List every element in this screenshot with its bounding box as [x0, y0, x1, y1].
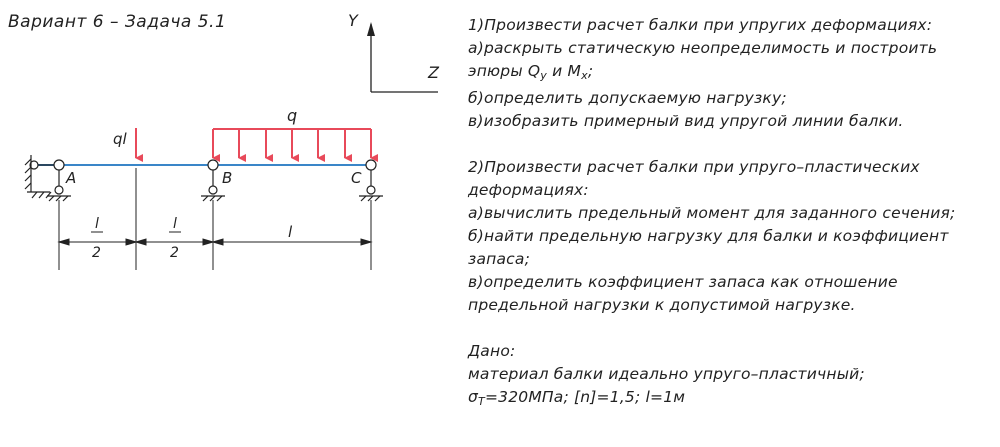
task-text: [468, 14, 993, 413]
z-axis-label: Z: [428, 63, 439, 82]
part1-heading: 1)Произвести расчет балки при упругих деформациях:: [468, 16, 933, 34]
dimension-2-numerator: l: [173, 216, 177, 232]
y-axis-arrow-icon: [367, 22, 375, 36]
y-axis-label: Y: [348, 11, 358, 30]
point-load-label: ql: [113, 130, 127, 148]
part2-heading-1: 2)Произвести расчет балки при упруго–пластических: [468, 158, 920, 176]
dimension-lines: [59, 168, 371, 270]
diagram-m-label: и M: [547, 62, 582, 80]
dimension-2: [169, 216, 181, 261]
support-a-label: A: [66, 169, 77, 187]
given-heading: Дано:: [468, 342, 516, 360]
part2-b1: б)найти предельную нагрузку для балки и коэффициент: [468, 227, 949, 245]
coordinate-axes: [348, 11, 440, 92]
dimension-1: [91, 216, 103, 261]
sigma-symbol: σ: [468, 388, 479, 406]
part2-c1: в)определить коэффициент запаса как отношение: [468, 273, 898, 291]
sigma-subscript: T: [478, 395, 485, 408]
diagram-q-label: эпюры Q: [468, 62, 541, 80]
part1-c: в)изобразить примерный вид упругой линии балки.: [468, 112, 904, 130]
m-subscript: x: [581, 69, 588, 82]
line-suffix: ;: [587, 62, 594, 80]
part2-c2: предельной нагрузки к допустимой нагрузке.: [468, 296, 856, 314]
part1-a-line2: [468, 60, 993, 87]
variant-title: Вариант 6 – Задача 5.1: [8, 12, 227, 32]
given-values-text: =320МПа; [n]=1,5; l=1м: [484, 388, 686, 406]
support-b-label: B: [222, 169, 233, 187]
part1-a-line1: а)раскрыть статическую неопределимость и построить: [468, 39, 938, 57]
part2-b2: запаса;: [468, 250, 531, 268]
distributed-load: [213, 129, 371, 158]
support-c-label: C: [351, 169, 362, 187]
support-a-fixed-hinge: [25, 155, 59, 198]
dimension-3-label: l: [288, 223, 293, 241]
dimension-1-numerator: l: [95, 216, 99, 232]
given-material: материал балки идеально упруго–пластичный;: [468, 365, 865, 383]
part1-b: б)определить допускаемую нагрузку;: [468, 89, 787, 107]
q-subscript: y: [540, 69, 548, 82]
support-c: [359, 160, 383, 201]
dimension-2-denominator: 2: [170, 245, 179, 261]
dimension-1-denominator: 2: [92, 245, 101, 261]
distributed-load-label: q: [287, 106, 298, 125]
part2-a: а)вычислить предельный момент для заданного сечения;: [468, 204, 956, 222]
part2-heading-2: деформациях:: [468, 181, 589, 199]
given-values: [468, 386, 993, 413]
